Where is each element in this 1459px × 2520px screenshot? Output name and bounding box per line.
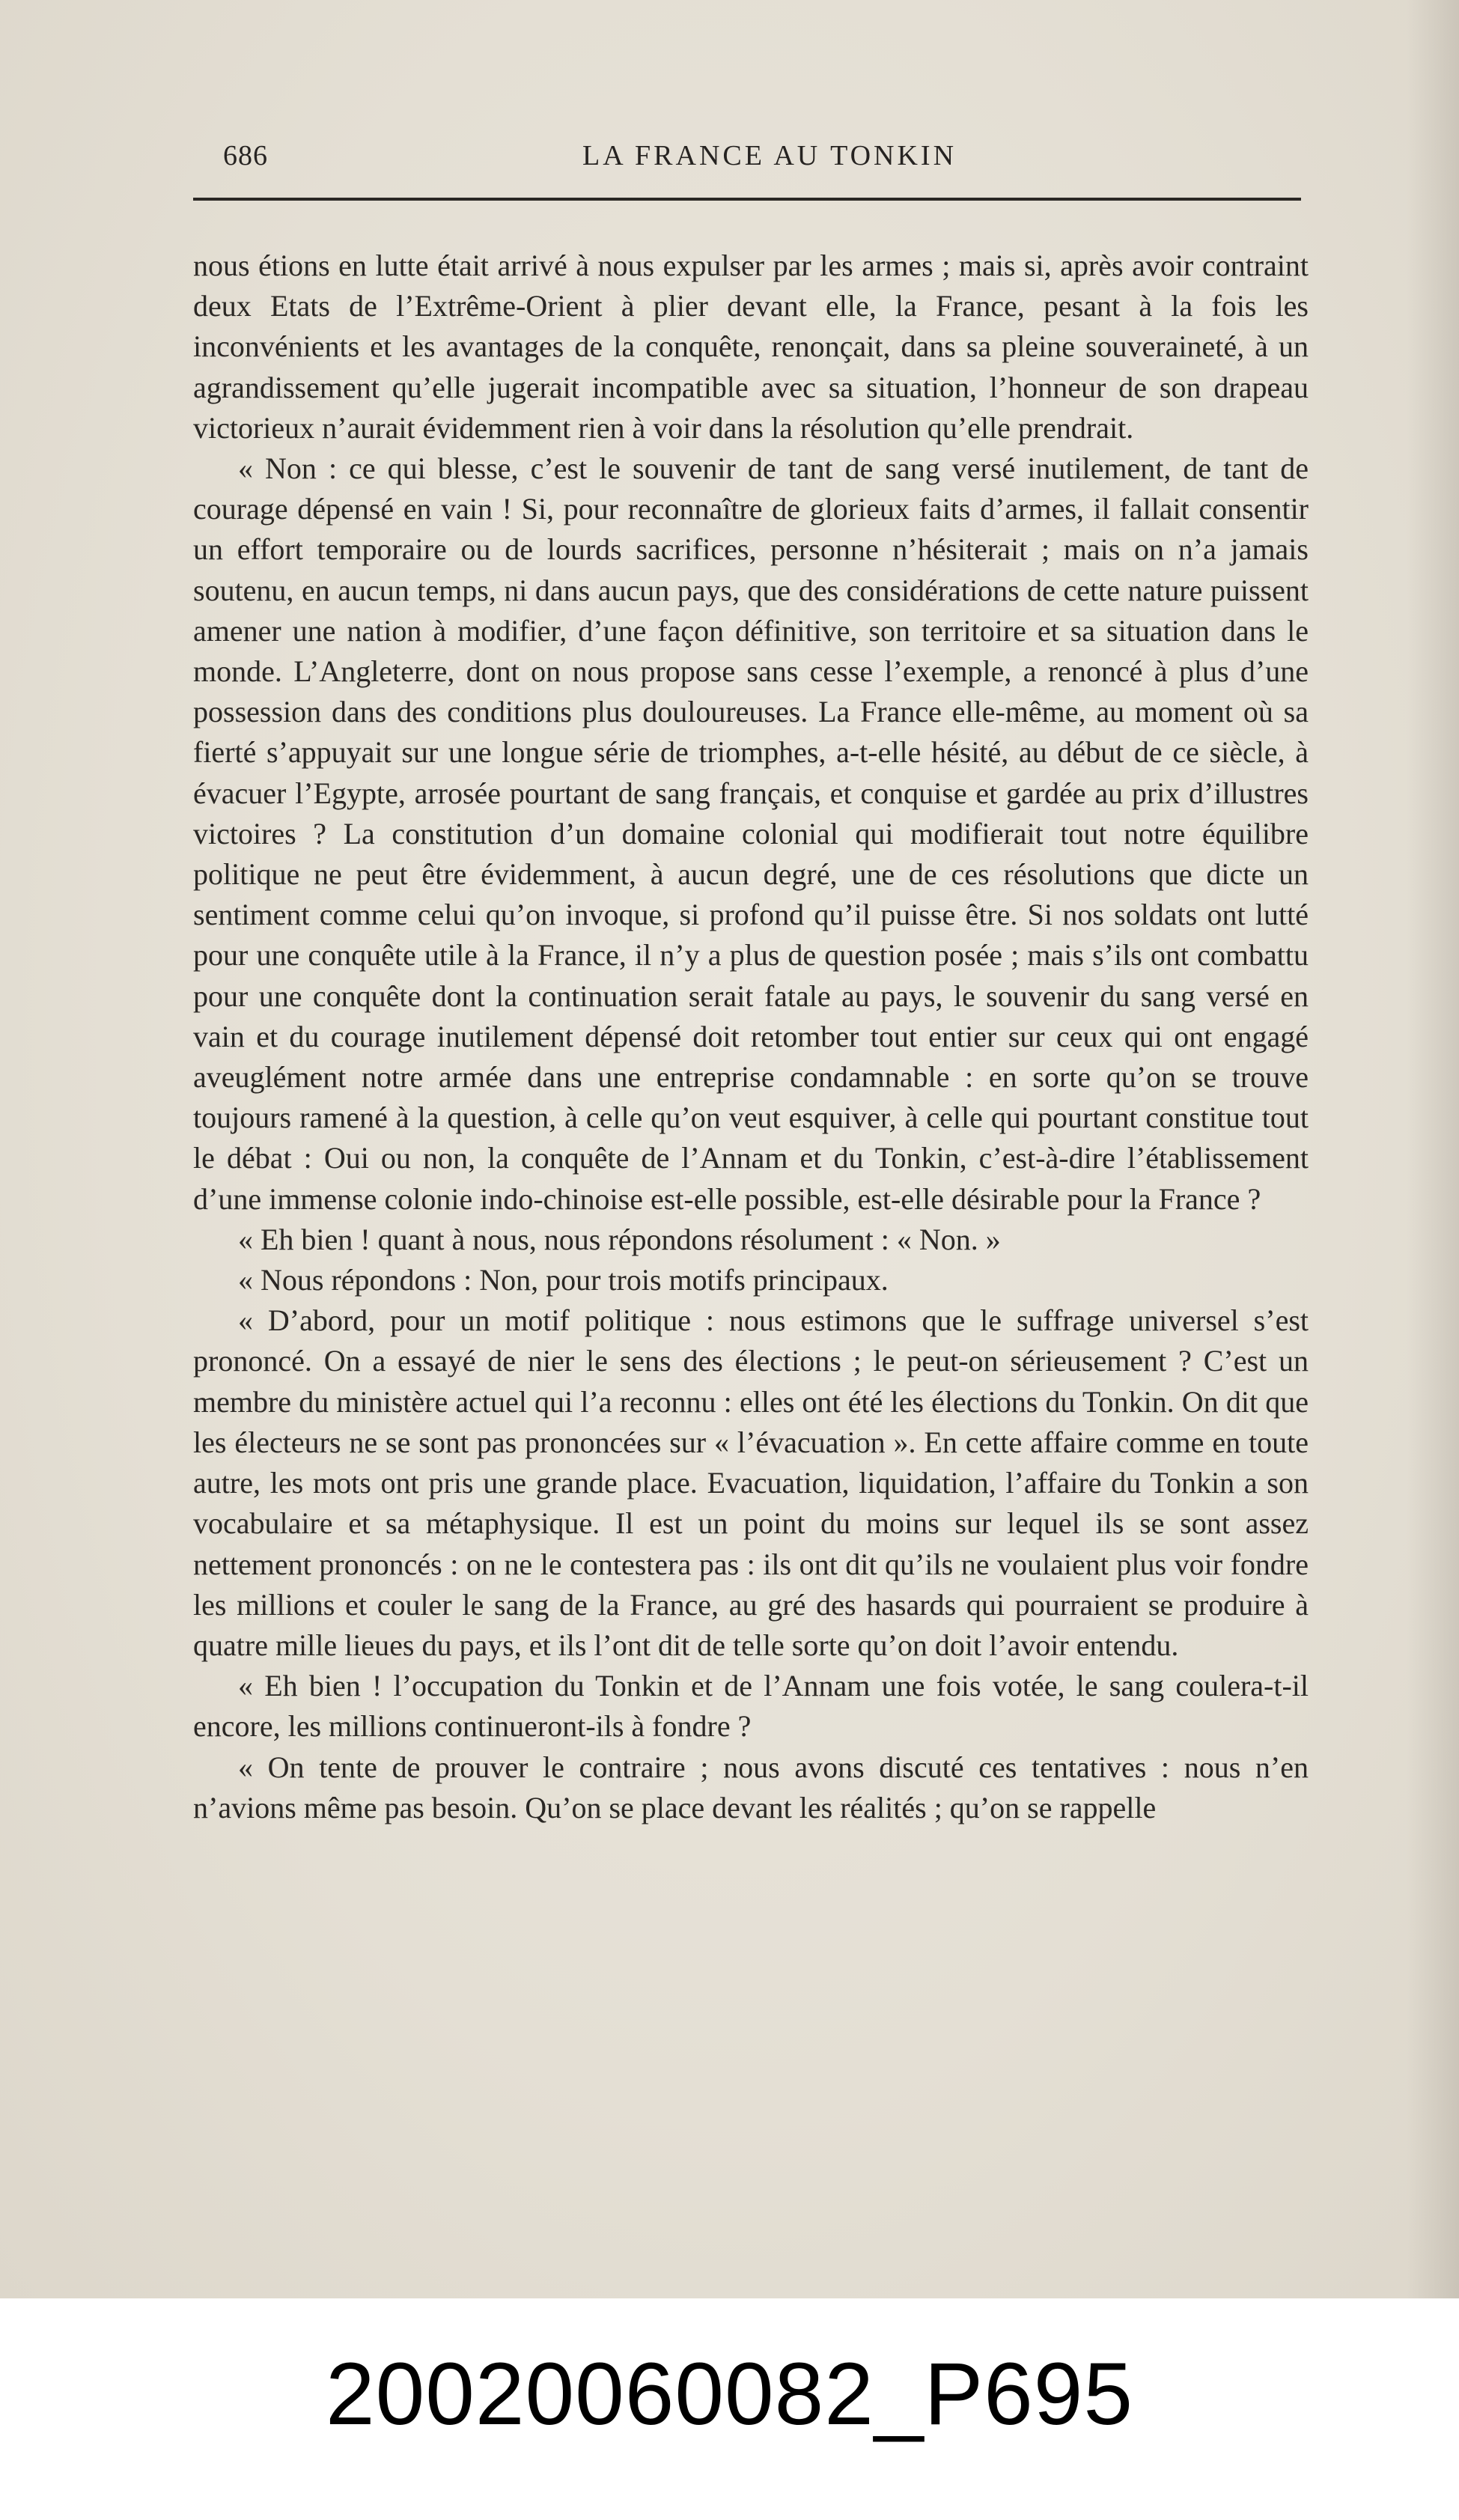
paragraph-7: « On tente de prouver le contraire ; nous avons discuté ces tentatives : nous n’en n’avions même pas besoin. Qu’on se place devant les réalités ; qu’on se rappelle [193, 1750, 1309, 1824]
page-number: 686 [223, 140, 268, 171]
paragraph-5: « D’abord, pour un motif politique : nous estimons que le suffrage universel s’est prononcé. On a essayé de nier le sens des élections ; le peut-on sérieusement ? C’est un membre du ministère actuel qui l’a reconnu : elles ont été les élections du Tonkin. On dit que les électeurs ne se sont pas prononcées sur « l’évacuation ». En cette affaire comme en toute autre, les mots ont pris une grande place. Evacuation, liquidation, l’affaire du Tonkin a son vocabulaire et sa métaphysique. Il est un point du moins sur lequel ils se sont assez nettement prononcés : on ne le contestera pas : ils ont dit qu’ils ne voulaient plus voir fondre les millions et couler le sang de la France, au gré des hasards qui pourraient se produire à quatre mille lieues du pays, et ils l’ont dit de telle sorte qu’on doit l’avoir entendu. [193, 1303, 1309, 1662]
body-text [193, 246, 1309, 1828]
running-title: LA FRANCE AU TONKIN [582, 140, 957, 171]
page-header [193, 133, 1301, 186]
paragraph-4: « Nous répondons : Non, pour trois motifs principaux. [238, 1263, 889, 1297]
image-caption: 20020060082_P695 [325, 2345, 1134, 2444]
paragraph-1: nous étions en lutte était arrivé à nous expulser par les armes ; mais si, après avoir contraint deux Etats de l’Extrême-Orient à plier devant elle, la France, pesant à la fois les inconvénients et les avantages de la conquête, renonçait, dans sa pleine souveraineté, à un agrandissement qu’elle jugerait incompatible avec sa situation, l’honneur de son drapeau victorieux n’aurait évidemment rien à voir dans la résolution qu’elle prendrait. [193, 249, 1309, 445]
paragraph-2: « Non : ce qui blesse, c’est le souvenir de tant de sang versé inutilement, de tant de courage dépensé en vain ! Si, pour reconnaître de glorieux faits d’armes, il fallait consentir un effort temporaire ou de lourds sacrifices, personne n’hésiterait ; mais on n’a jamais soutenu, en aucun temps, ni dans aucun pays, que des considérations de cette nature puissent amener une nation à modifier, d’une façon définitive, son territoire et sa situation dans le monde. L’Angleterre, dont on nous propose sans cesse l’exemple, a renoncé à plus d’une possession dans des conditions plus douloureuses. La France elle-même, au moment où sa fierté s’appuyait sur une longue série de triomphes, a-t-elle hésité, au début de ce siècle, à évacuer l’Egypte, arrosée pourtant de sang français, et conquise et gardée au prix d’illustres victoires ? La constitution d’un domaine colonial qui modifierait tout notre équilibre politique ne peut être évidemment, à aucun degré, une de ces résolutions que dicte un sentiment comme celui qu’on invoque, si profond qu’il puisse être. Si nos soldats ont lutté pour une conquête utile à la France, il n’y a plus de question posée ; mais s’ils ont combattu pour une conquête dont la continuation serait fatale au pays, le souvenir du sang versé en vain et du courage inutilement dépensé doit retomber tout entier sur ceux qui ont engagé aveuglément notre armée dans une entreprise condamnable : en sorte qu’on se trouve toujours ramené à la question, à celle qu’on veut esquiver, à celle qui pourtant constitue tout le débat : Oui ou non, la conquête de l’Annam et du Tonkin, c’est-à-dire l’établissement d’une immense colonie indo-chinoise est-elle possible, est-elle désirable pour la France ? [193, 451, 1309, 1216]
paragraph-3: « Eh bien ! quant à nous, nous répondons résolument : « Non. » [238, 1222, 1001, 1256]
paragraph-6: « Eh bien ! l’occupation du Tonkin et de l’Annam une fois votée, le sang coulera-t-il encore, les millions continueront-ils à fondre ? [193, 1669, 1309, 1744]
spine-shadow [1407, 0, 1459, 2298]
header-rule [193, 198, 1301, 201]
